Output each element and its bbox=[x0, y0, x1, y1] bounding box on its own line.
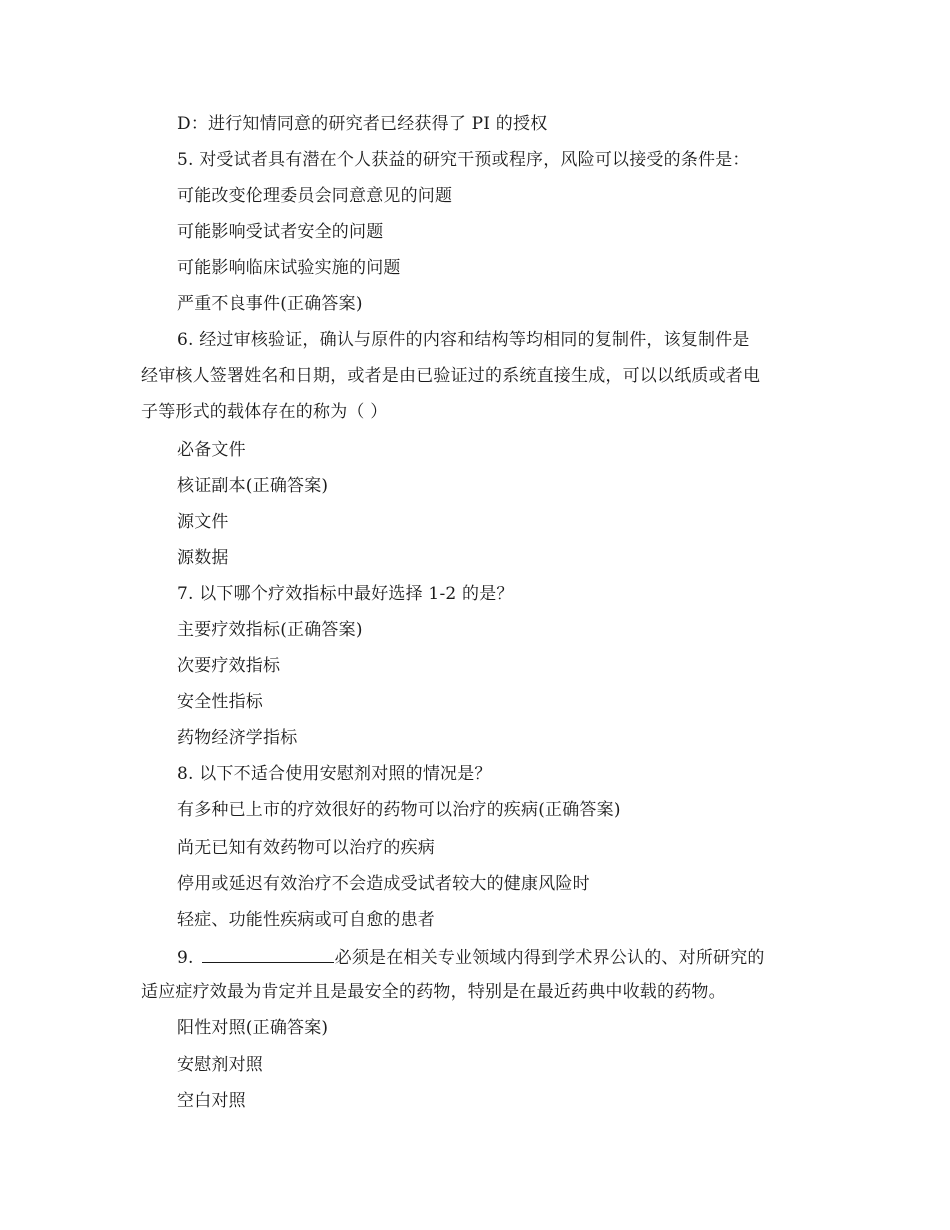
question-9-text-cont: 适应症疗效最为肯定并且是最安全的药物，特别是在最近药典中收载的药物。 bbox=[141, 982, 726, 1002]
question-6-text: 6. 经过审核验证，确认与原件的内容和结构等均相同的复制件，该复制件是 bbox=[177, 330, 750, 350]
question-9-text bbox=[177, 946, 765, 968]
option-line: 主要疗效指标(正确答案) bbox=[177, 620, 363, 640]
option-line: 源文件 bbox=[177, 512, 229, 532]
option-line: 阳性对照(正确答案) bbox=[177, 1018, 329, 1038]
option-line: 必备文件 bbox=[177, 440, 246, 460]
option-line: 严重不良事件(正确答案) bbox=[177, 294, 363, 314]
option-line: 有多种已上市的疗效很好的药物可以治疗的疾病(正确答案) bbox=[177, 800, 621, 820]
option-line: 可能改变伦理委员会同意意见的问题 bbox=[177, 186, 453, 206]
option-line: 可能影响临床试验实施的问题 bbox=[177, 258, 401, 278]
option-line: 次要疗效指标 bbox=[177, 656, 281, 676]
option-line: 核证副本(正确答案) bbox=[177, 476, 329, 496]
option-line: D：进行知情同意的研究者已经获得了 PI 的授权 bbox=[177, 114, 548, 134]
option-line: 药物经济学指标 bbox=[177, 728, 298, 748]
question-8-text: 8. 以下不适合使用安慰剂对照的情况是？ bbox=[177, 764, 492, 784]
option-line: 尚无已知有效药物可以治疗的疾病 bbox=[177, 838, 435, 858]
option-line: 停用或延迟有效治疗不会造成受试者较大的健康风险时 bbox=[177, 874, 590, 894]
option-line: 空白对照 bbox=[177, 1091, 246, 1111]
option-line: 轻症、功能性疾病或可自愈的患者 bbox=[177, 910, 435, 930]
question-9-number: 9. bbox=[177, 948, 194, 968]
option-line: 安慰剂对照 bbox=[177, 1055, 263, 1075]
fill-in-blank bbox=[202, 946, 334, 963]
question-9-rest: 必须是在相关专业领域内得到学术界公认的、对所研究的 bbox=[334, 948, 765, 968]
question-7-text: 7. 以下哪个疗效指标中最好选择 1-2 的是？ bbox=[177, 584, 514, 604]
option-line: 可能影响受试者安全的问题 bbox=[177, 222, 384, 242]
question-5-text: 5. 对受试者具有潜在个人获益的研究干预或程序，风险可以接受的条件是： bbox=[177, 150, 750, 170]
question-6-text-cont: 经审核人签署姓名和日期，或者是由已验证过的系统直接生成，可以以纸质或者电 bbox=[141, 366, 761, 386]
option-line: 安全性指标 bbox=[177, 692, 263, 712]
option-line: 源数据 bbox=[177, 548, 229, 568]
question-6-text-cont: 子等形式的载体存在的称为（ ） bbox=[141, 402, 388, 422]
